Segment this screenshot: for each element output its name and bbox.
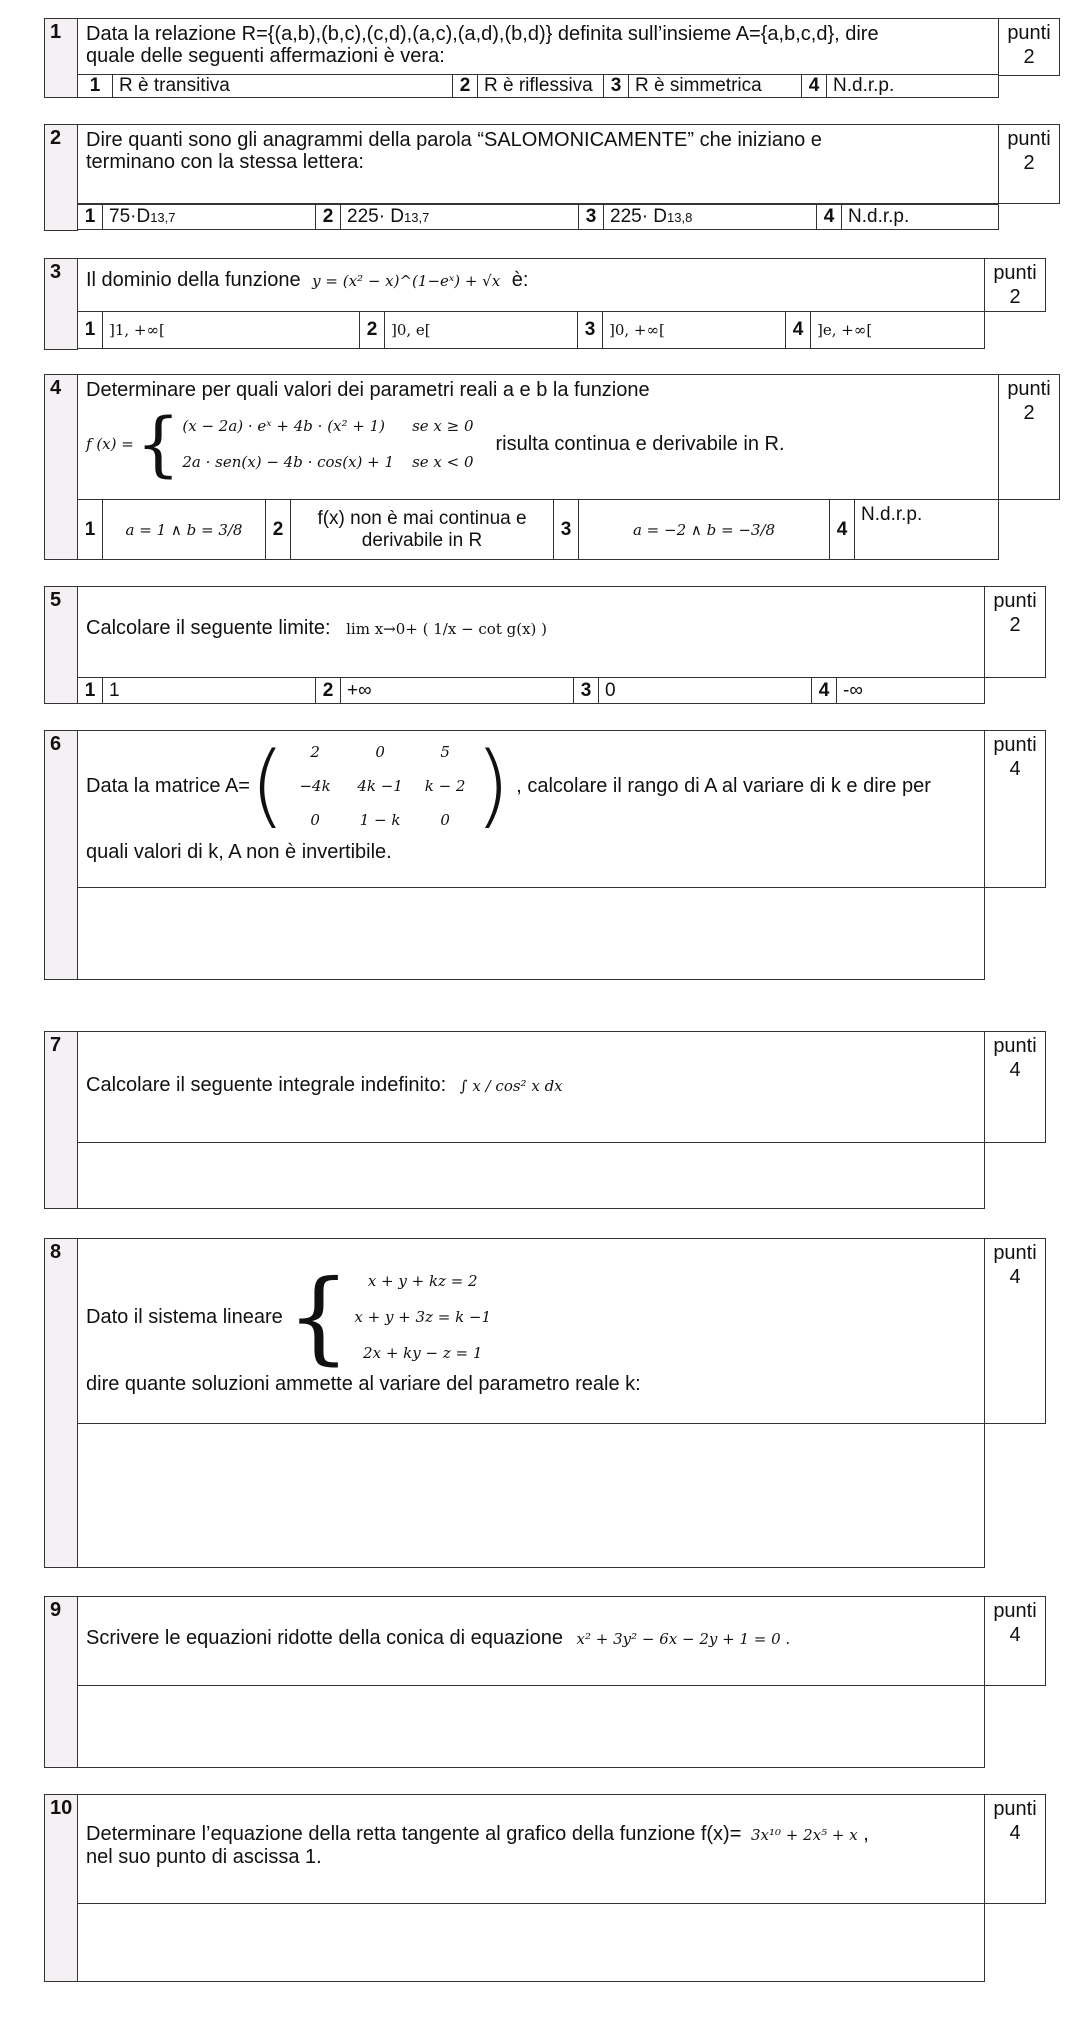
points-box xyxy=(998,124,1060,204)
answer-option[interactable]: ]e, +∞[ xyxy=(817,321,873,339)
question-text xyxy=(77,586,985,678)
answer-row xyxy=(77,677,985,704)
case-expression: (x − 2a) · eˣ + 4b · (x² + 1) xyxy=(182,417,386,435)
points-label: punti xyxy=(1007,378,1051,400)
question-text xyxy=(77,258,985,312)
points-label: punti xyxy=(993,1242,1037,1264)
points-box xyxy=(998,374,1060,500)
piecewise-function xyxy=(86,403,785,485)
question-text-line: è: xyxy=(511,269,529,291)
points-label: punti xyxy=(1007,22,1051,44)
question-number: 8 xyxy=(44,1238,78,1568)
answer-number: 1 xyxy=(78,75,113,97)
answer-number: 2 xyxy=(453,75,478,97)
left-brace: { xyxy=(135,403,181,485)
points-box xyxy=(984,1238,1046,1424)
case-condition: se x < 0 xyxy=(412,453,474,471)
answer-number: 3 xyxy=(574,678,599,703)
answer-area[interactable] xyxy=(77,1142,985,1209)
question-text-line: Calcolare il seguente integrale indefinito: xyxy=(86,1074,447,1096)
answer-option[interactable]: -∞ xyxy=(843,679,863,701)
question-text-line: Il dominio della funzione xyxy=(86,269,301,291)
answer-option[interactable]: +∞ xyxy=(341,678,574,703)
question-text xyxy=(77,730,985,888)
answer-option[interactable]: a = 1 ∧ b = 3/8 xyxy=(103,500,266,559)
answer-area[interactable] xyxy=(77,887,985,980)
answer-option[interactable]: 75·D 13,7 xyxy=(103,205,316,229)
answer-number: 3 xyxy=(554,500,579,559)
question-text-line: dire quante soluzioni ammette al variare del parametro reale k: xyxy=(86,1373,641,1395)
points-box xyxy=(984,586,1046,678)
points-label: punti xyxy=(1007,128,1051,150)
function-label: f (x) = xyxy=(86,435,134,453)
points-value: 4 xyxy=(1009,758,1021,780)
limit-formula: lim x→0+ ( 1/x − cot g(x) ) xyxy=(346,620,548,638)
answer-row xyxy=(77,311,985,349)
question-text xyxy=(77,124,999,204)
matrix-statement xyxy=(86,733,931,838)
question-text xyxy=(77,1031,985,1143)
points-box xyxy=(984,1031,1046,1143)
points-label: punti xyxy=(993,1600,1037,1622)
question-text-line: , xyxy=(863,1823,869,1845)
answer-option[interactable]: a = −2 ∧ b = −3/8 xyxy=(579,500,830,559)
answer-option[interactable]: f(x) non è mai continua e derivabile in R xyxy=(291,500,554,559)
cases xyxy=(182,415,473,473)
question-number: 5 xyxy=(44,586,78,704)
points-box xyxy=(984,1596,1046,1686)
points-label: punti xyxy=(993,590,1037,612)
points-box xyxy=(984,1794,1046,1904)
question-text-line: Determinare l’equazione della retta tangente al grafico della funzione f(x)= xyxy=(86,1823,742,1845)
answer-number: 2 xyxy=(360,312,385,348)
answer-number: 4 xyxy=(830,500,855,559)
answer-area[interactable] xyxy=(77,1685,985,1768)
conic-equation: x² + 3y² − 6x − 2y + 1 = 0 . xyxy=(576,1630,791,1648)
question-number: 9 xyxy=(44,1596,78,1768)
answer-number: 2 xyxy=(316,678,341,703)
question-text xyxy=(77,374,999,500)
matrix-cell: 0 xyxy=(440,811,450,829)
points-value: 4 xyxy=(1009,1624,1021,1646)
matrix-cell: 0 xyxy=(310,811,320,829)
points-value: 2 xyxy=(1023,152,1035,174)
answer-option[interactable]: N.d.r.p. xyxy=(848,206,910,227)
points-value: 2 xyxy=(1009,614,1021,636)
question-text xyxy=(77,1238,985,1424)
matrix-cell: 1 − k xyxy=(359,811,401,829)
equation: x + y + kz = 2 xyxy=(367,1272,478,1290)
question-number: 1 xyxy=(44,18,78,98)
answer-number: 1 xyxy=(78,678,103,703)
points-box xyxy=(998,18,1060,76)
answer-row xyxy=(77,204,999,230)
points-box xyxy=(984,730,1046,888)
integral-formula: ∫ x / cos² x dx xyxy=(459,1077,563,1095)
question-text-line: Calcolare il seguente limite: xyxy=(86,617,331,639)
right-paren: ) xyxy=(475,733,511,838)
question-number: 10 xyxy=(44,1794,78,1982)
answer-number: 1 xyxy=(78,205,103,229)
points-value: 2 xyxy=(1009,286,1021,308)
question-text-line: Data la relazione R={(a,b),(b,c),(c,d),(a,c),(a,d),(b,d)} definita sull’insieme A={a,b,c,d}, dire xyxy=(86,23,879,45)
answer-option[interactable]: ]1, +∞[ xyxy=(103,312,360,348)
matrix-cell: k − 2 xyxy=(424,777,466,795)
answer-area[interactable] xyxy=(77,1903,985,1982)
question-text-line: risulta continua e derivabile in R. xyxy=(495,433,785,455)
function-formula: 3x¹⁰ + 2x⁵ + x xyxy=(750,1826,858,1844)
question-text-line: Data la matrice A= xyxy=(86,775,250,797)
question-text-line: quali valori di k, A non è invertibile. xyxy=(86,841,392,863)
system-equations xyxy=(354,1270,491,1364)
question-text-line: Dire quanti sono gli anagrammi della parola “SALOMONICAMENTE” che iniziano e xyxy=(86,129,822,151)
question-number: 3 xyxy=(44,258,78,350)
question-number: 4 xyxy=(44,374,78,560)
matrix-a xyxy=(285,741,475,831)
left-paren: ( xyxy=(249,733,286,838)
answer-option[interactable]: 225· D 13,7 xyxy=(341,205,579,229)
matrix-cell: 2 xyxy=(310,743,320,761)
points-label: punti xyxy=(993,1035,1037,1057)
answer-number: 4 xyxy=(786,312,811,348)
linear-system xyxy=(86,1258,492,1375)
points-label: punti xyxy=(993,734,1037,756)
points-value: 4 xyxy=(1009,1059,1021,1081)
answer-number: 1 xyxy=(78,312,103,348)
question-text-line: quale delle seguenti affermazioni è vera: xyxy=(86,45,445,67)
question-text-line: , calcolare il rango di A al variare di k e dire per xyxy=(516,775,931,797)
answer-number: 4 xyxy=(817,205,842,229)
matrix-cell: 5 xyxy=(440,743,450,761)
points-value: 4 xyxy=(1009,1266,1021,1288)
case-expression: 2a · sen(x) − 4b · cos(x) + 1 xyxy=(182,453,395,471)
question-number: 6 xyxy=(44,730,78,980)
points-label: punti xyxy=(993,262,1037,284)
answer-option[interactable]: R è riflessiva xyxy=(478,75,604,97)
question-text-line: terminano con la stessa lettera: xyxy=(86,151,364,173)
question-text-line: Scrivere le equazioni ridotte della conica di equazione xyxy=(86,1627,563,1649)
answer-option[interactable]: 1 xyxy=(103,678,316,703)
matrix-cell: 4k −1 xyxy=(357,777,403,795)
points-value: 2 xyxy=(1023,46,1035,68)
answer-row xyxy=(77,74,999,98)
answer-option[interactable]: ]0, +∞[ xyxy=(603,312,786,348)
answer-option[interactable]: R è transitiva xyxy=(113,75,453,97)
answer-number: 3 xyxy=(604,75,629,97)
domain-formula: y = (x² − x)^(1−eˣ) + √x xyxy=(312,272,501,290)
answer-option[interactable]: 225· D 13,8 xyxy=(604,205,817,229)
matrix-cell: −4k xyxy=(299,777,331,795)
question-text xyxy=(77,1794,985,1904)
answer-number: 2 xyxy=(316,205,341,229)
equation: 2x + ky − z = 1 xyxy=(363,1344,483,1362)
answer-row xyxy=(77,499,999,560)
answer-area[interactable] xyxy=(77,1423,985,1568)
answer-number: 4 xyxy=(802,75,827,97)
points-label: punti xyxy=(993,1798,1037,1820)
answer-number: 1 xyxy=(78,500,103,559)
question-text xyxy=(77,18,999,76)
question-number: 2 xyxy=(44,124,78,231)
answer-number: 3 xyxy=(578,312,603,348)
points-box xyxy=(984,258,1046,312)
answer-option[interactable]: N.d.r.p. xyxy=(861,504,923,525)
answer-number: 2 xyxy=(266,500,291,559)
question-text-line: Dato il sistema lineare xyxy=(86,1306,283,1328)
question-text-line: nel suo punto di ascissa 1. xyxy=(86,1846,322,1868)
answer-option[interactable]: ]0, e[ xyxy=(385,312,578,348)
points-value: 4 xyxy=(1009,1822,1021,1844)
equation: x + y + 3z = k −1 xyxy=(354,1308,492,1326)
answer-number: 3 xyxy=(579,205,604,229)
answer-option[interactable]: 0 xyxy=(599,678,812,703)
question-text xyxy=(77,1596,985,1686)
answer-option[interactable]: R è simmetrica xyxy=(629,75,802,97)
matrix-cell: 0 xyxy=(375,743,385,761)
left-brace: { xyxy=(286,1258,351,1375)
question-number: 7 xyxy=(44,1031,78,1209)
answer-number: 4 xyxy=(812,678,837,703)
case-condition: se x ≥ 0 xyxy=(412,417,474,435)
answer-option[interactable]: N.d.r.p. xyxy=(833,75,895,96)
question-text-line: Determinare per quali valori dei parametri reali a e b la funzione xyxy=(86,379,650,401)
points-value: 2 xyxy=(1023,402,1035,424)
